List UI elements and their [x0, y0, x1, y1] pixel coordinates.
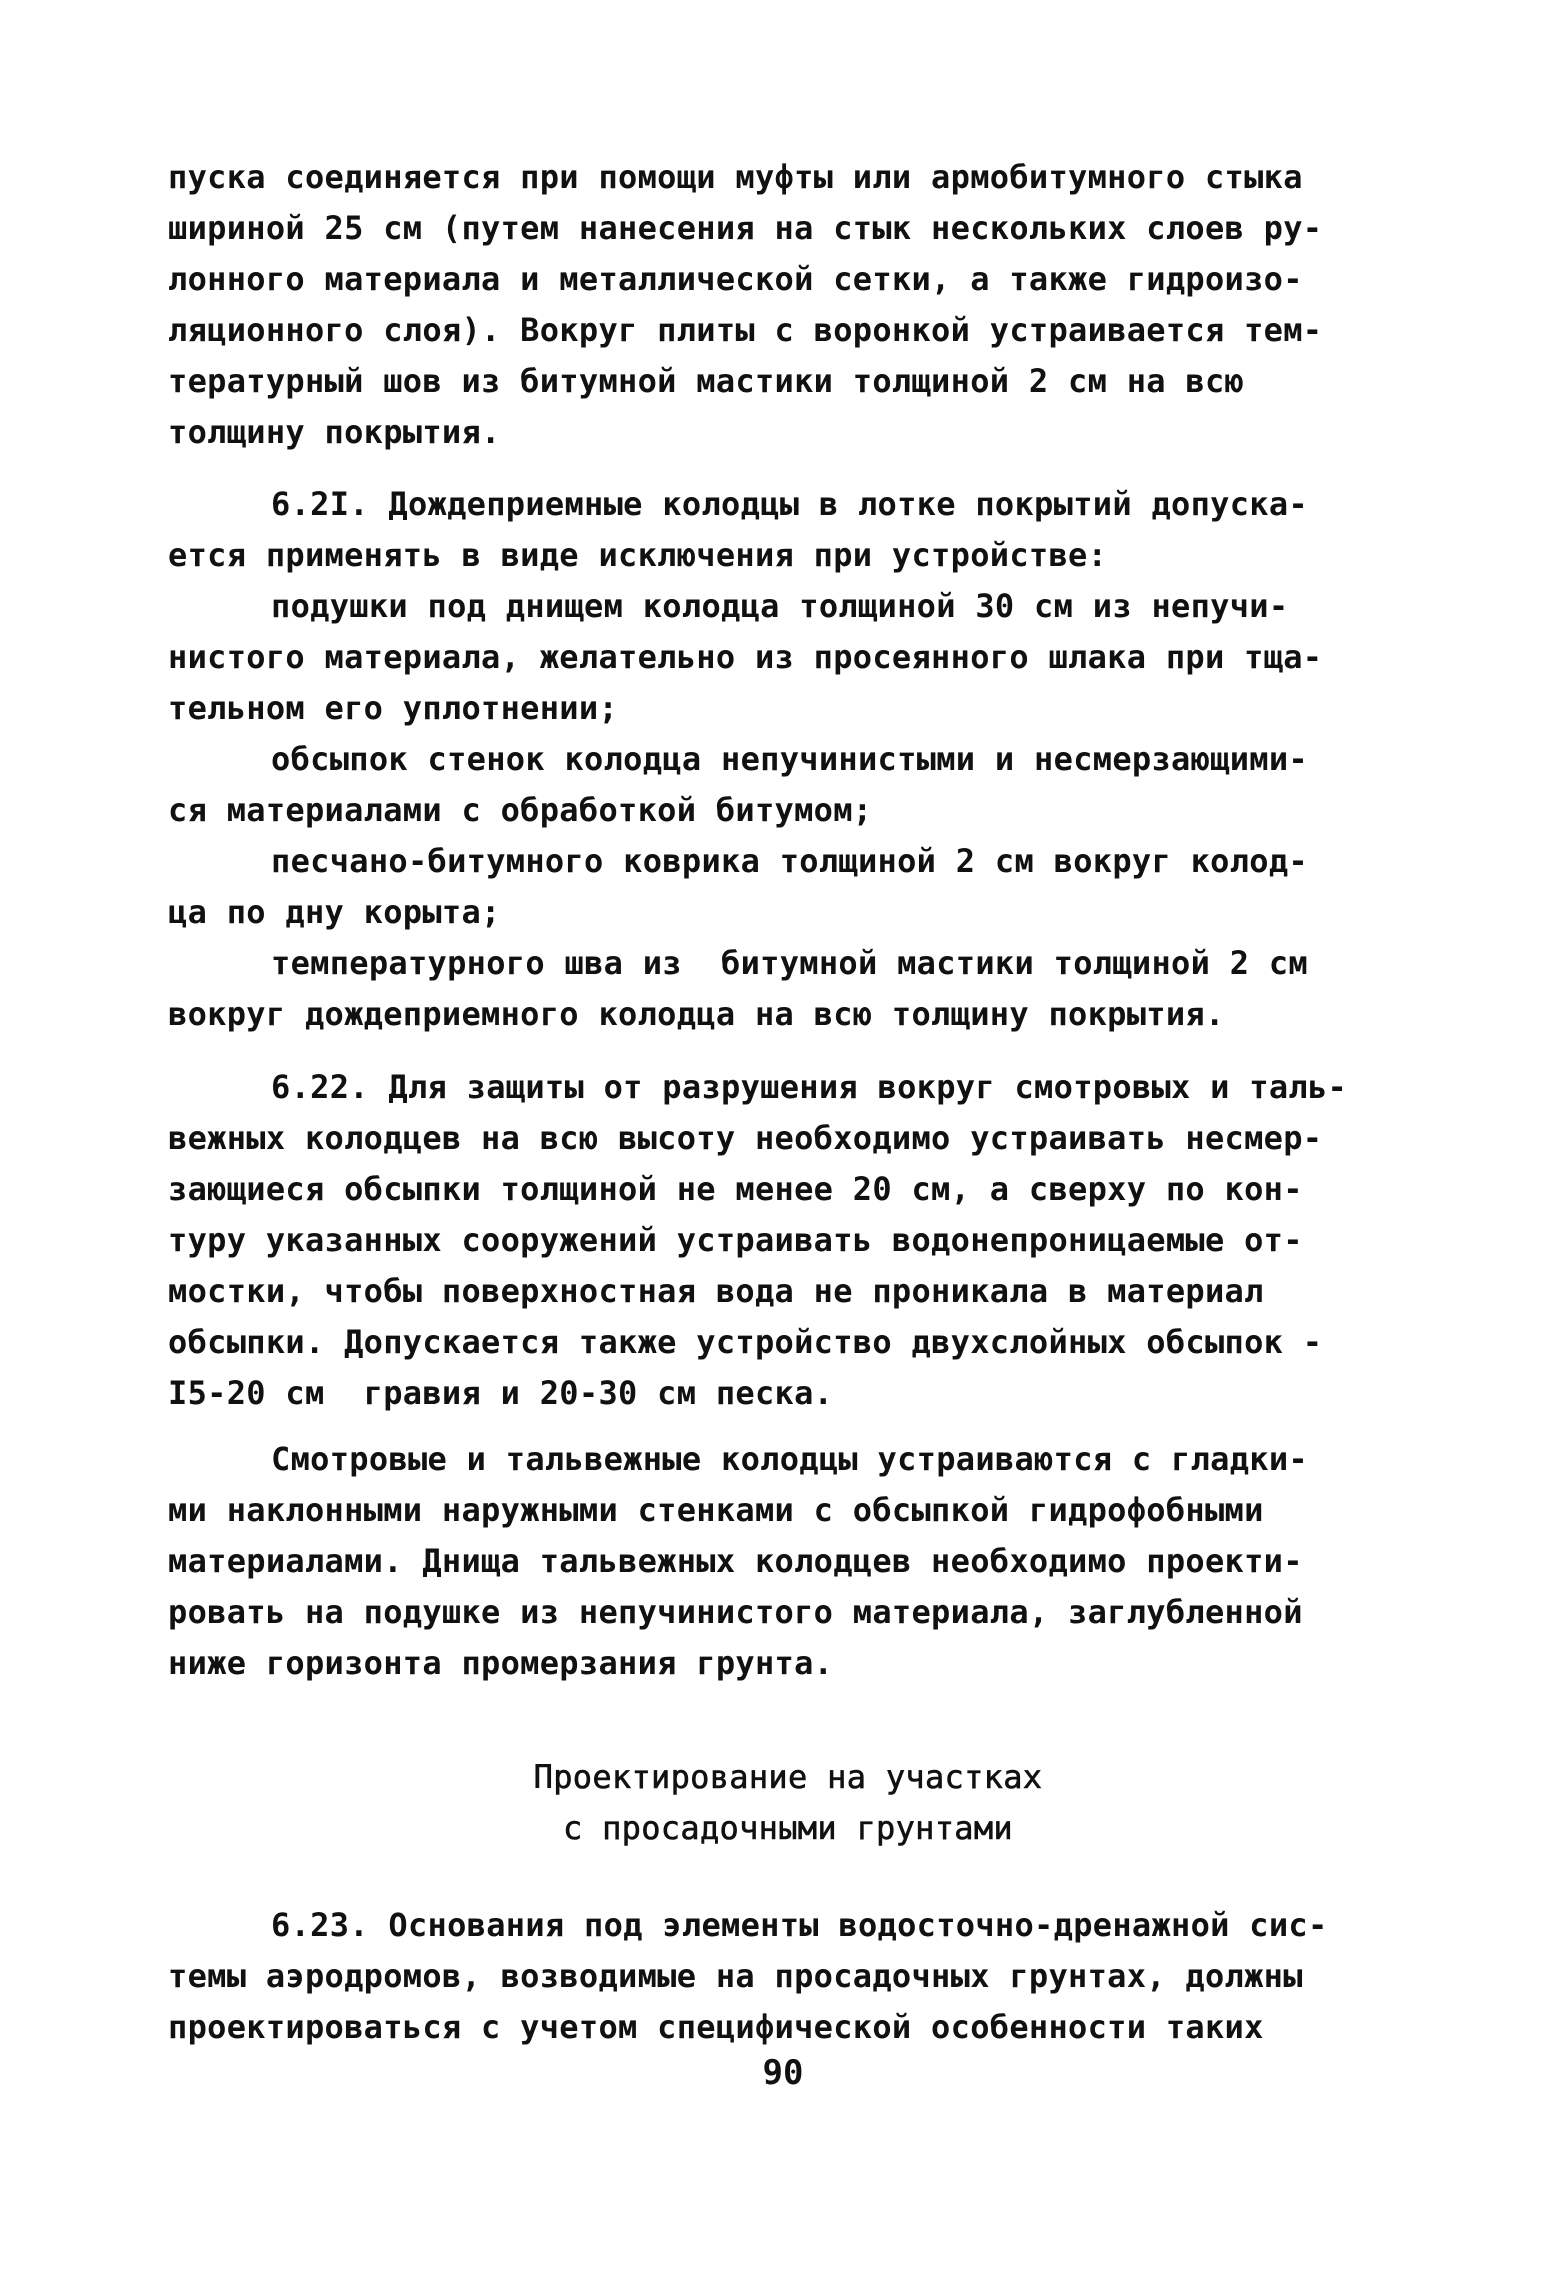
paragraph-inspection-wells — [168, 1434, 1408, 1689]
text-line: ца по дну корыта; — [168, 893, 501, 931]
paragraph-continuation — [168, 152, 1408, 458]
text-line: ся материалами с обработкой битумом; — [168, 791, 873, 829]
text-line: ми наклонными наружными стенками с обсыпкой гидрофобными — [168, 1491, 1264, 1529]
text-line: ется применять в виде исключения при устройстве: — [168, 536, 1108, 574]
text-line: шириной 25 см (путем нанесения на стык нескольких слоев ру- — [168, 209, 1323, 247]
text-line: Смотровые и тальвежные колодцы устраиваются с гладки- — [271, 1440, 1308, 1478]
text-line: тельном его уплотнении; — [168, 689, 619, 727]
list-item-line: температурного шва из битумной мастики толщиной 2 см — [271, 944, 1308, 982]
heading-line: Проектирование на участках — [533, 1758, 1043, 1796]
list-item-line: обсыпок стенок колодца непучинистыми и несмерзающими- — [271, 740, 1308, 778]
text-line: ниже горизонта промерзания грунта. — [168, 1644, 834, 1682]
section-6-22 — [168, 1062, 1408, 1419]
section-heading — [168, 1752, 1408, 1854]
text-line: 6.23. Основания под элементы водосточно-дренажной сис- — [271, 1906, 1328, 1944]
text-line: мостки, чтобы поверхностная вода не проникала в материал — [168, 1272, 1264, 1310]
text-line: тературный шов из битумной мастики толщиной 2 см на всю — [168, 362, 1245, 400]
text-line: проектироваться с учетом специфической особенности таких — [168, 2008, 1264, 2046]
section-6-21 — [168, 479, 1408, 1040]
text-line: нистого материала, желательно из просеянного шлака при тща- — [168, 638, 1323, 676]
text-line: вокруг дождеприемного колодца на всю толщину покрытия. — [168, 995, 1225, 1033]
text-line: ляционного слоя). Вокруг плиты с воронкой устраивается тем- — [168, 311, 1323, 349]
text-line: пуска соединяется при помощи муфты или армобитумного стыка — [168, 158, 1303, 196]
text-line: зающиеся обсыпки толщиной не менее 20 см, а сверху по кон- — [168, 1170, 1303, 1208]
text-line: туру указанных сооружений устраивать водонепроницаемые от- — [168, 1221, 1303, 1259]
list-item-line: подушки под днищем колодца толщиной 30 см из непучи- — [271, 587, 1289, 625]
text-line: толщину покрытия. — [168, 413, 501, 451]
list-item-line: песчано-битумного коврика толщиной 2 см вокруг колод- — [271, 842, 1308, 880]
text-line: ровать на подушке из непучинистого материала, заглубленной — [168, 1593, 1303, 1631]
text-line: обсыпки. Допускается также устройство двухслойных обсыпок - — [168, 1323, 1323, 1361]
text-line: вежных колодцев на всю высоту необходимо устраивать несмер- — [168, 1119, 1323, 1157]
text-line: материалами. Днища тальвежных колодцев необходимо проекти- — [168, 1542, 1303, 1580]
section-6-23 — [168, 1900, 1408, 2053]
text-line: I5-20 см гравия и 20-30 см песка. — [168, 1374, 834, 1412]
text-line: лонного материала и металлической сетки, а также гидроизо- — [168, 260, 1303, 298]
heading-line: с просадочными грунтами — [562, 1809, 1013, 1847]
text-line: темы аэродромов, возводимые на просадочных грунтах, должны — [168, 1957, 1303, 1995]
text-line: 6.22. Для защиты от разрушения вокруг смотровых и таль- — [271, 1068, 1348, 1106]
text-line: 6.2I. Дождеприемные колодцы в лотке покрытий допуска- — [271, 485, 1308, 523]
page-number: 90 — [762, 2053, 804, 2093]
